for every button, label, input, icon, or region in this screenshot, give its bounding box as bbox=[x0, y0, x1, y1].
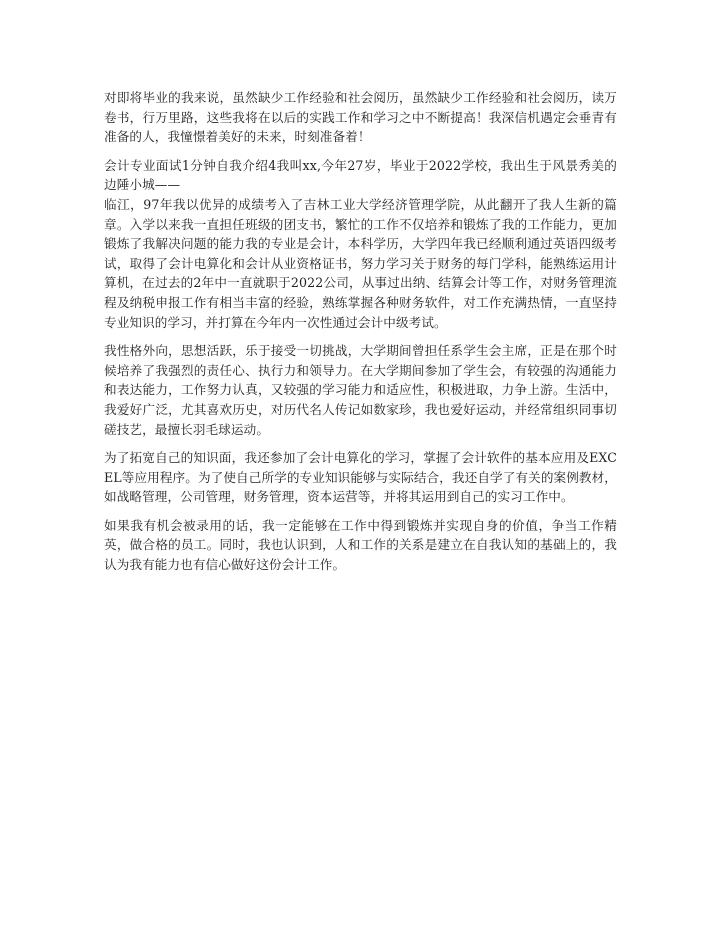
paragraph-closing-intro: 对即将毕业的我来说，虽然缺少工作经验和社会阅历，虽然缺少工作经验和社会阅历，读万卷书，行万里路，这些我将在以后的实践工作和学习之中不断提高！我深信机遇定会垂青有准备的人，我憧憬着美好的未来，时刻准备着！ bbox=[104, 90, 617, 145]
paragraph-skills: 为了拓宽自己的知识面，我还参加了会计电算化的学习，掌握了会计软件的基本应用及EXCEL等应用程序。为了使自己所学的专业知识能够与实际结合，我还自学了有关的案例教材，如战略管理，公司管理，财务管理，资本运营等，并将其运用到自己的实习工作中。 bbox=[104, 450, 617, 505]
paragraph-self-intro-heading: 会计专业面试1分钟自我介绍4我叫xx,今年27岁，毕业于2022学校，我出生于风景秀美的边陲小城—— bbox=[104, 157, 617, 193]
paragraph-personality: 我性格外向，思想活跃，乐于接受一切挑战，大学期间曾担任系学生会主席，正是在那个时候培养了我强烈的责任心、执行力和领导力。在大学期间参加了学生会，有较强的沟通能力和表达能力，工作努力认真，又较强的学习能力和适应性，积极进取，力争上游。生活中，我爱好广泛，尤其喜欢历史，对历代名人传记如数家珍，我也爱好运动，并经常组织同事切磋技艺，最擅长羽毛球运动。 bbox=[104, 343, 617, 437]
paragraph-conclusion: 如果我有机会被录用的话，我一定能够在工作中得到锻炼并实现自身的价值，争当工作精英，做合格的员工。同时，我也认识到，人和工作的关系是建立在自我认知的基础上的，我认为我有能力也有信心做好这份会计工作。 bbox=[104, 517, 617, 573]
paragraph-education-work: 临江，97年我以优异的成绩考入了吉林工业大学经济管理学院，从此翻开了我人生新的篇章。入学以来我一直担任班级的团支书，繁忙的工作不仅培养和锻炼了我的工作能力，更加锻炼了我解决问题的能力我的专业是会计，本科学历，大学四年我已经顺利通过英语四级考试，取得了会计电算化和会计从业资格证书，努力学习关于财务的每门学科，能熟练运用计算机，在过去的2年中一直就职于2022公司，从事过出纳、结算会计等工作，对财务管理流程及纳税申报工作有相当丰富的经验，熟练掌握各种财务软件，对工作充满热情，一直坚持专业知识的学习，并打算在今年内一次性通过会计中级考试。 bbox=[104, 196, 617, 330]
document-page bbox=[104, 88, 617, 584]
